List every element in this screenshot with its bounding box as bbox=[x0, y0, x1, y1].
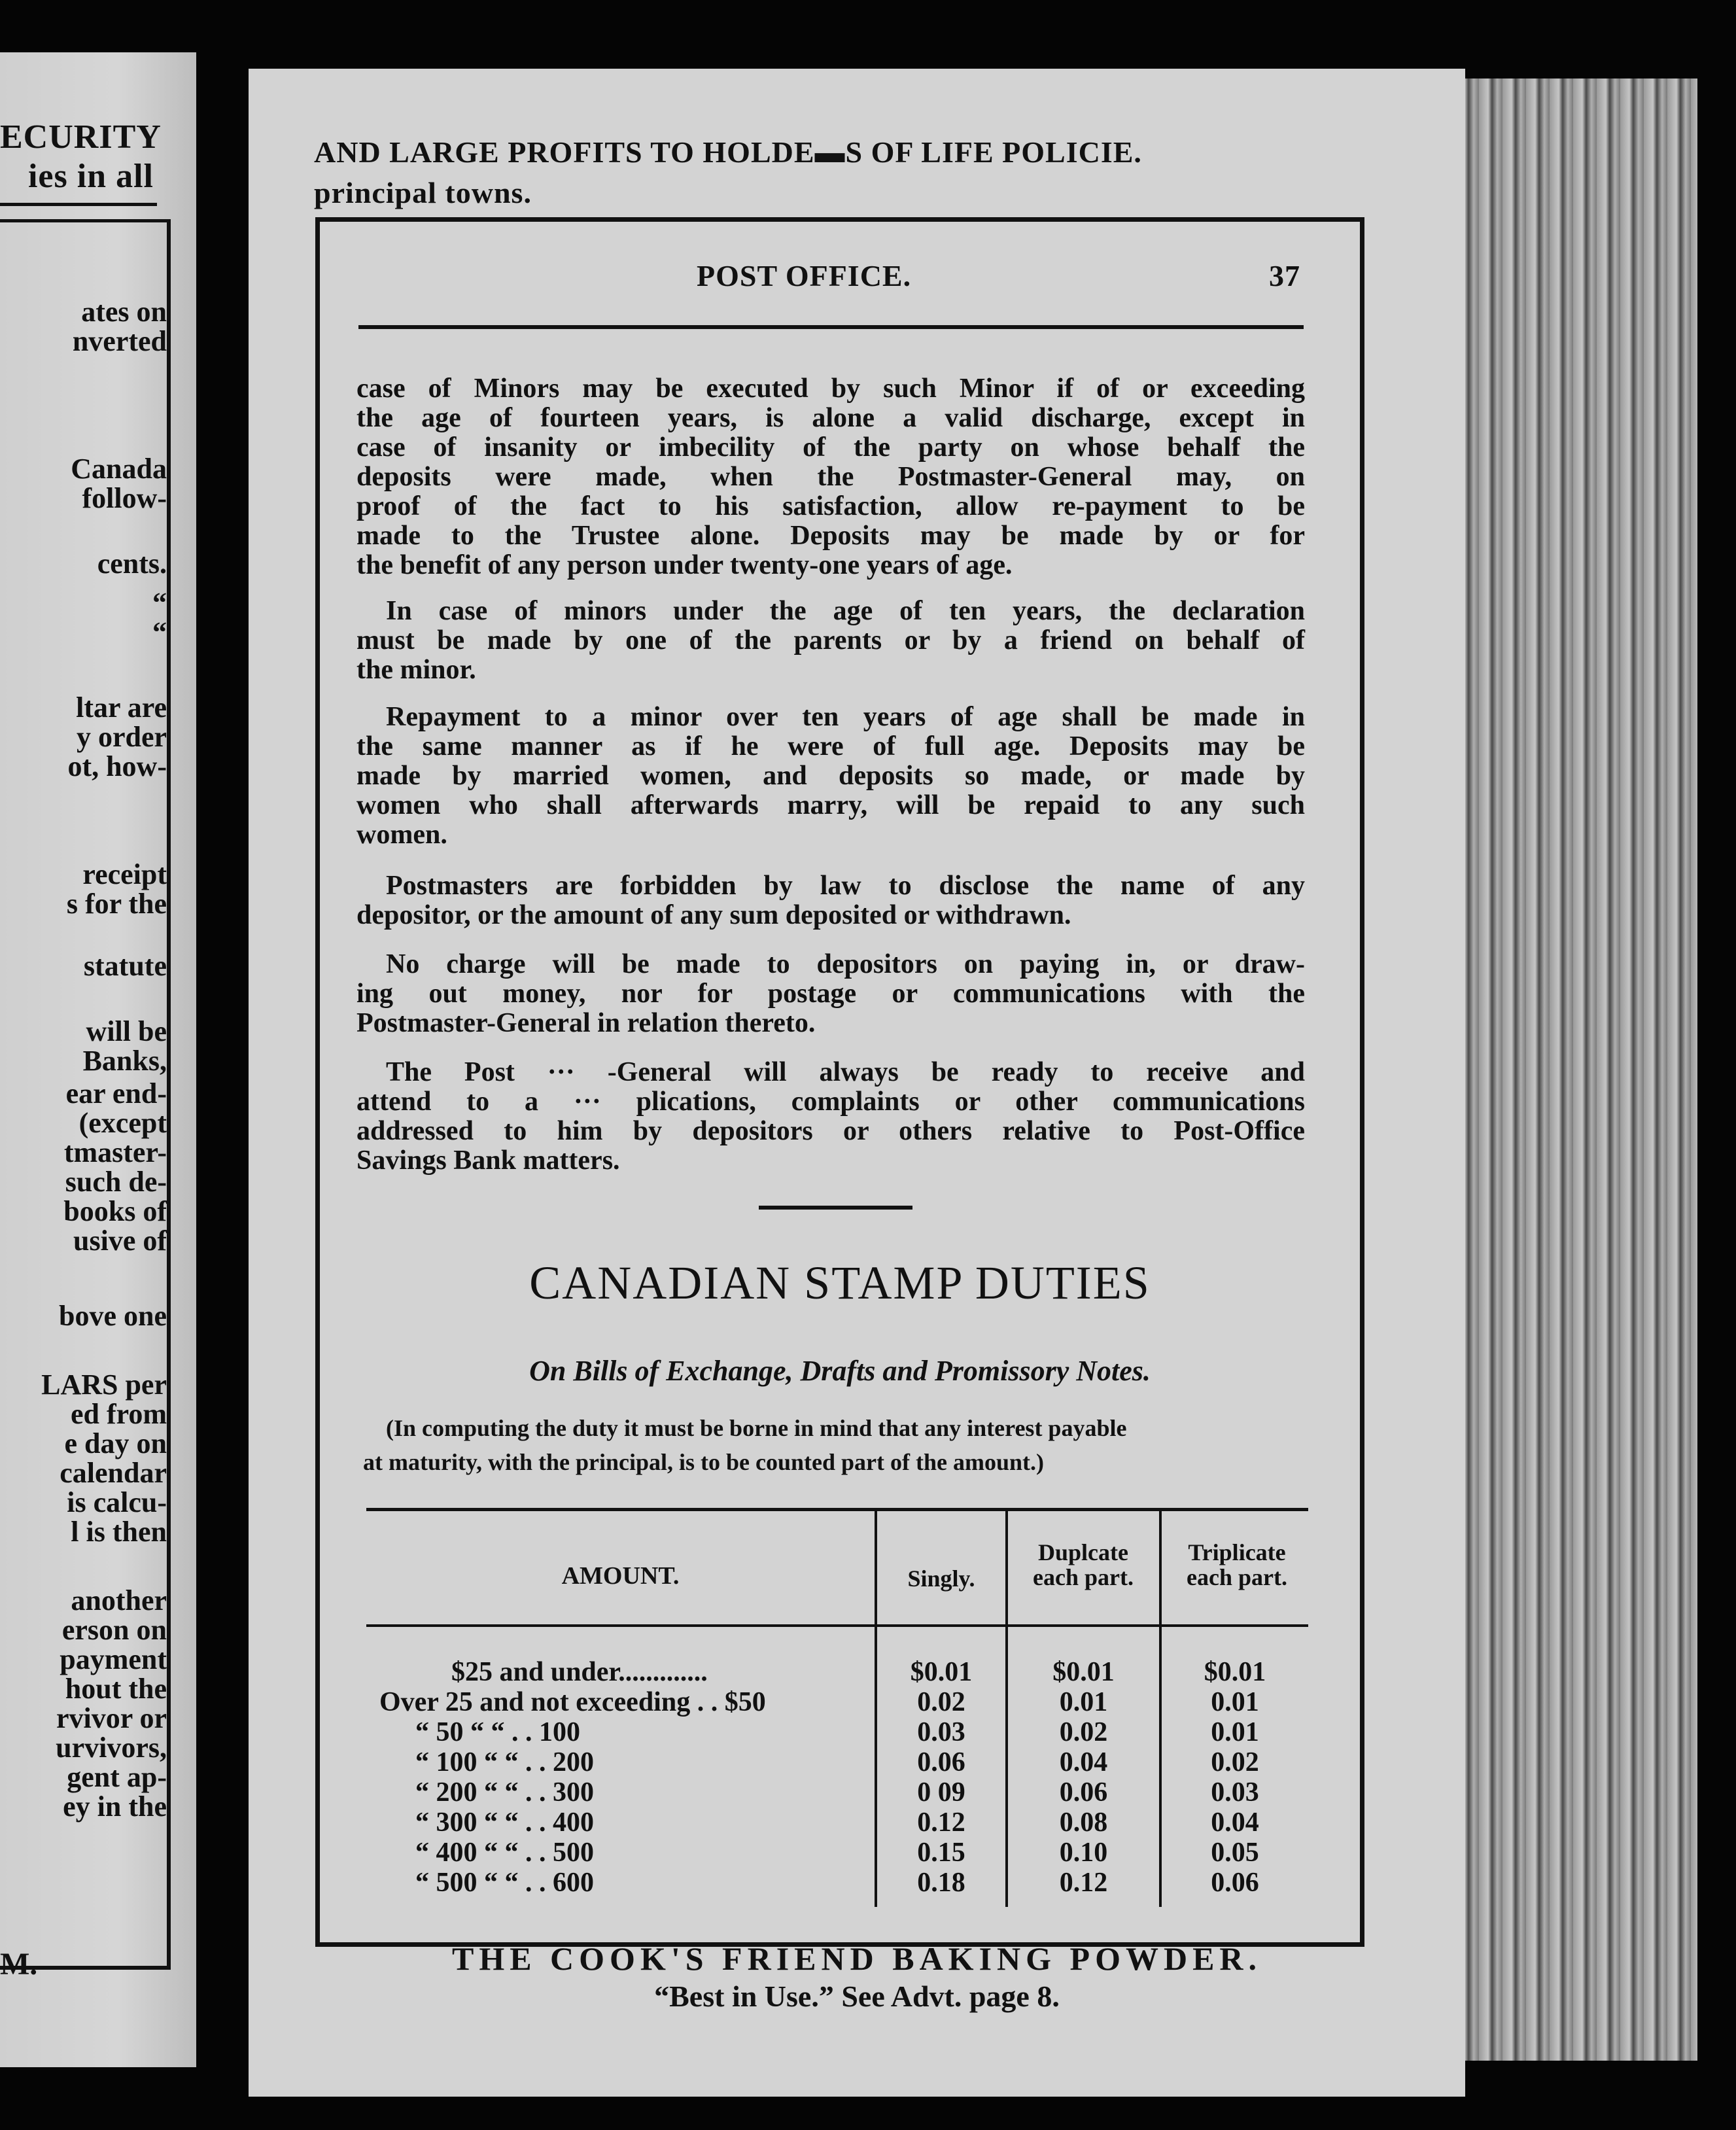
left-page-header-line: ies in all bbox=[27, 158, 154, 195]
left-page-line: hout the bbox=[65, 1673, 167, 1705]
table-top-rule bbox=[366, 1508, 1308, 1511]
left-page-rule bbox=[0, 203, 157, 206]
paragraph-line: The Post ··· -General will always be ready to receive and bbox=[386, 1057, 1305, 1087]
left-page-line: urvivors, bbox=[56, 1732, 167, 1764]
left-page-line: s for the bbox=[66, 888, 167, 920]
paragraph-line: made by married women, and deposits so made, or made by bbox=[356, 761, 1305, 791]
left-page-line: Banks, bbox=[82, 1045, 167, 1077]
paragraph-line: case of insanity or imbecility of the party on whose behalf the bbox=[356, 432, 1305, 463]
left-page-line: y order bbox=[76, 721, 167, 753]
table-cell-duplicate: 0.12 bbox=[1059, 1868, 1108, 1898]
paragraph-line: the age of fourteen years, is alone a valid discharge, except in bbox=[356, 403, 1305, 433]
table-cell-singly: 0.18 bbox=[917, 1868, 965, 1898]
left-page-line: (except bbox=[78, 1107, 167, 1139]
left-page-line: bove one bbox=[59, 1300, 167, 1332]
paragraph-line: deposits were made, when the Postmaster-General may, on bbox=[356, 462, 1305, 492]
left-page-line: payment bbox=[60, 1643, 167, 1675]
left-page-line: another bbox=[71, 1584, 167, 1616]
table-cell-triplicate: 0.03 bbox=[1211, 1777, 1259, 1807]
left-page-fragment bbox=[0, 52, 196, 2067]
left-page-line: e day on bbox=[64, 1427, 167, 1459]
table-cell-duplicate: $0.01 bbox=[1052, 1657, 1115, 1687]
left-page-line: ear end- bbox=[65, 1077, 167, 1109]
left-page-line: ltar are bbox=[76, 691, 167, 724]
table-cell-triplicate: 0.01 bbox=[1211, 1687, 1259, 1717]
paragraph-line: depositor, or the amount of any sum deposited or withdrawn. bbox=[356, 900, 1071, 930]
table-cell-singly: 0.15 bbox=[917, 1838, 965, 1868]
table-cell-singly: 0.03 bbox=[917, 1717, 965, 1747]
left-page-line: erson on bbox=[61, 1614, 167, 1646]
left-page-header-line: ECURITY bbox=[0, 118, 162, 156]
table-cell-singly: $0.01 bbox=[910, 1657, 973, 1687]
note-line-1: (In computing the duty it must be borne in mind that any interest payable bbox=[386, 1415, 1127, 1441]
running-head-rule bbox=[358, 325, 1304, 329]
page-number: 37 bbox=[1269, 259, 1300, 292]
table-row-amount: “ 50 “ “ . . 100 bbox=[415, 1717, 580, 1747]
table-row-amount: “ 300 “ “ . . 400 bbox=[415, 1807, 594, 1838]
left-page-line: ey in the bbox=[63, 1790, 167, 1823]
table-cell-singly: 0.12 bbox=[917, 1807, 965, 1838]
left-page-line: usive of bbox=[73, 1225, 167, 1257]
left-page-line: ed from bbox=[70, 1398, 167, 1430]
table-row-amount: Over 25 and not exceeding . . $50 bbox=[379, 1687, 766, 1717]
paragraph-line: the same manner as if he were of full age. Deposits may be bbox=[356, 731, 1305, 761]
left-page-line: nverted bbox=[72, 325, 167, 357]
left-page-footer: M. bbox=[0, 1947, 38, 1982]
paragraph-line: proof of the fact to his satisfaction, allow re-payment to be bbox=[356, 491, 1305, 521]
table-cell-triplicate: 0.04 bbox=[1211, 1807, 1259, 1838]
note-line-2: at maturity, with the principal, is to be counted part of the amount.) bbox=[363, 1449, 1044, 1475]
left-page-line: l is then bbox=[71, 1516, 167, 1548]
table-row-amount: “ 200 “ “ . . 300 bbox=[415, 1777, 594, 1807]
left-page-line: rvivor or bbox=[56, 1702, 167, 1734]
paragraph-line: In case of minors under the age of ten years, the declaration bbox=[386, 596, 1305, 626]
left-page-line: ot, how- bbox=[67, 750, 167, 782]
table-cell-triplicate: 0.06 bbox=[1211, 1868, 1259, 1898]
paragraph-line: must be made by one of the parents or by a friend on behalf of bbox=[356, 625, 1305, 655]
paragraph-line: Savings Bank matters. bbox=[356, 1145, 620, 1176]
left-page-line: Canada bbox=[71, 453, 167, 485]
footer-advert-line-2: “Best in Use.” See Advt. page 8. bbox=[654, 1980, 1060, 2013]
page-header-line-1: AND LARGE PROFITS TO HOLDE▬S OF LIFE POLICIE. bbox=[314, 135, 1142, 169]
left-page-line: books of bbox=[63, 1195, 167, 1227]
left-page-line: such de- bbox=[65, 1166, 167, 1198]
header-amount: AMOUNT. bbox=[561, 1562, 680, 1590]
table-cell-triplicate: 0.02 bbox=[1211, 1747, 1259, 1777]
page-header-line-2: principal towns. bbox=[314, 176, 532, 209]
paragraph-line: made to the Trustee alone. Deposits may be made by or for bbox=[356, 521, 1305, 551]
table-cell-duplicate: 0.01 bbox=[1059, 1687, 1108, 1717]
header-duplicate: Duplcate each part. bbox=[1033, 1539, 1134, 1590]
paragraph-line: attend to a ··· plications, complaints or other communications bbox=[356, 1087, 1305, 1117]
left-page-line: tmaster- bbox=[63, 1136, 167, 1168]
paragraph-line: women who shall afterwards marry, will be repaid to any such bbox=[356, 790, 1305, 820]
table-cell-singly: 0.06 bbox=[917, 1747, 965, 1777]
left-page-line: follow- bbox=[82, 482, 167, 514]
paragraph-line: No charge will be made to depositors on paying in, or draw- bbox=[386, 949, 1305, 979]
footer-advert-line-1: THE COOK'S FRIEND BAKING POWDER. bbox=[451, 1940, 1262, 1977]
paragraph-line: Postmasters are forbidden by law to disclose the name of any bbox=[386, 871, 1305, 901]
left-page-line: ates on bbox=[81, 296, 167, 328]
table-row-amount: $25 and under............. bbox=[451, 1657, 708, 1687]
left-page-line: “ bbox=[152, 616, 167, 648]
table-cell-triplicate: 0.01 bbox=[1211, 1717, 1259, 1747]
running-head-title: POST OFFICE. bbox=[697, 259, 912, 292]
table-cell-singly: 0.02 bbox=[917, 1687, 965, 1717]
left-page-line: is calcu- bbox=[67, 1486, 167, 1518]
left-page-line: will be bbox=[86, 1015, 167, 1047]
table-cell-duplicate: 0.08 bbox=[1059, 1807, 1108, 1838]
left-page-line: receipt bbox=[82, 858, 167, 890]
paragraph-line: ing out money, nor for postage or communications with the bbox=[356, 979, 1305, 1009]
table-header-rule bbox=[366, 1624, 1308, 1627]
left-page-line: statute bbox=[83, 950, 167, 982]
paragraph-line: the benefit of any person under twenty-one years of age. bbox=[356, 550, 1013, 580]
table-cell-duplicate: 0.06 bbox=[1059, 1777, 1108, 1807]
paragraph-line: addressed to him by depositors or others relative to Post-Office bbox=[356, 1116, 1305, 1146]
left-page-line: “ bbox=[152, 587, 167, 619]
left-page-line: calendar bbox=[60, 1457, 167, 1489]
table-cell-triplicate: $0.01 bbox=[1204, 1657, 1266, 1687]
header-triplicate: Triplicate each part. bbox=[1187, 1539, 1287, 1590]
paragraph-line: Postmaster-General in relation thereto. bbox=[356, 1008, 816, 1038]
header-singly: Singly. bbox=[907, 1565, 975, 1592]
table-cell-duplicate: 0.10 bbox=[1059, 1838, 1108, 1868]
table-cell-triplicate: 0.05 bbox=[1211, 1838, 1259, 1868]
section-divider bbox=[759, 1206, 912, 1210]
paragraph-line: women. bbox=[356, 820, 447, 850]
table-cell-duplicate: 0.02 bbox=[1059, 1717, 1108, 1747]
table-row-amount: “ 400 “ “ . . 500 bbox=[415, 1838, 594, 1868]
table-row-amount: “ 100 “ “ . . 200 bbox=[415, 1747, 594, 1777]
paragraph-line: Repayment to a minor over ten years of age shall be made in bbox=[386, 702, 1305, 732]
table-cell-singly: 0 09 bbox=[917, 1777, 965, 1807]
left-page-line: cents. bbox=[97, 548, 167, 580]
page-edges bbox=[1455, 79, 1697, 2061]
left-page-line: gent ap- bbox=[67, 1761, 167, 1793]
table-cell-duplicate: 0.04 bbox=[1059, 1747, 1108, 1777]
table-row-amount: “ 500 “ “ . . 600 bbox=[415, 1868, 594, 1898]
section-subtitle: On Bills of Exchange, Drafts and Promissory Notes. bbox=[529, 1355, 1151, 1387]
section-title: CANADIAN STAMP DUTIES bbox=[529, 1257, 1151, 1309]
paragraph-line: case of Minors may be executed by such Minor if of or exceeding bbox=[356, 374, 1305, 404]
left-page-line: LARS per bbox=[41, 1369, 167, 1401]
paragraph-line: the minor. bbox=[356, 655, 476, 685]
